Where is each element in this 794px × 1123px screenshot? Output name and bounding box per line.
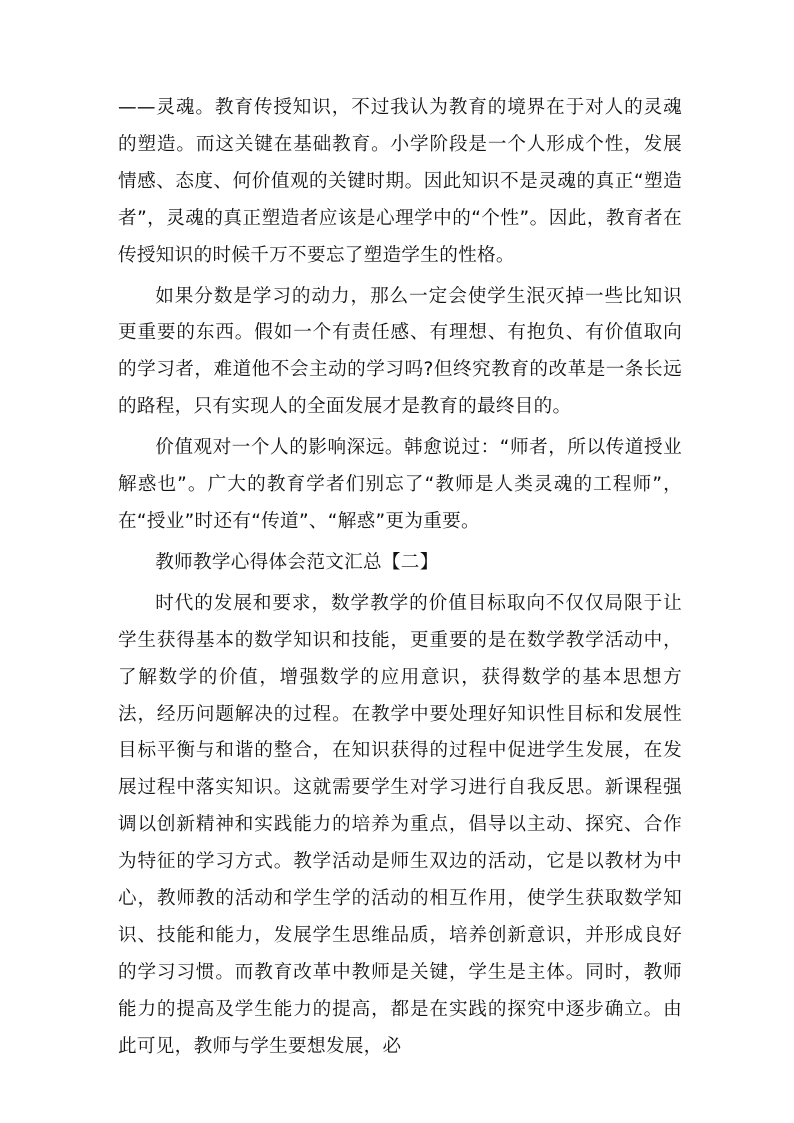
paragraph-score-motivation: 如果分数是学习的动力，那么一定会使学生泯灭掉一些比知识更重要的东西。假如一个有责任感、有理想、有抱负、有价值取向的学习者，难道他不会主动的学习吗?但终究教育的改革是一条长远的路程，只有实现人的全面发展才是教育的最终目的。	[118, 285, 682, 418]
paragraph-continued: ——灵魂。教育传授知识，不过我认为教育的境界在于对人的灵魂的塑造。而这关键在基础教育。小学阶段是一个人形成个性，发展情感、态度、何价值观的关键时期。因此知识不是灵魂的真正“塑造者”，灵魂的真正塑造者应该是心理学中的“个性”。因此，教育者在传授知识的时候千万不要忘了塑造学生的性格。	[118, 97, 682, 266]
paragraph-math-teaching: 时代的发展和要求，数学教学的价值目标取向不仅仅局限于让学生获得基本的数学知识和技能，更重要的是在数学教学活动中，了解数学的价值，增强数学的应用意识，获得数学的基本思想方法，经历问题解决的过程。在教学中要处理好知识性目标和发展性目标平衡与和谐的整合，在知识获得的过程中促进学生发展，在发展过程中落实知识。这就需要学生对学习进行自我反思。新课程强调以创新精神和实践能力的培养为重点，倡导以主动、探究、合作为特征的学习方式。教学活动是师生双边的活动，它是以教材为中心，教师教的活动和学生学的活动的相互作用，使学生获取数学知识、技能和能力，发展学生思维品质，培养创新意识，并形成良好的学习习惯。而教育改革中教师是关键，学生是主体。同时，教师能力的提高及学生能力的提高，都是在实践的探究中逐步确立。由此可见，教师与学生要想发展，必	[118, 592, 682, 1057]
document-body	[118, 90, 682, 1070]
paragraph-values: 价值观对一个人的影响深远。韩愈说过：“师者，所以传道授业解惑也”。广大的教育学者们别忘了“教师是人类灵魂的工程师”，在“授业”时还有“传道”、“解惑”更为重要。	[118, 437, 682, 532]
section-heading: 教师教学心得体会范文汇总【二】	[155, 551, 439, 573]
